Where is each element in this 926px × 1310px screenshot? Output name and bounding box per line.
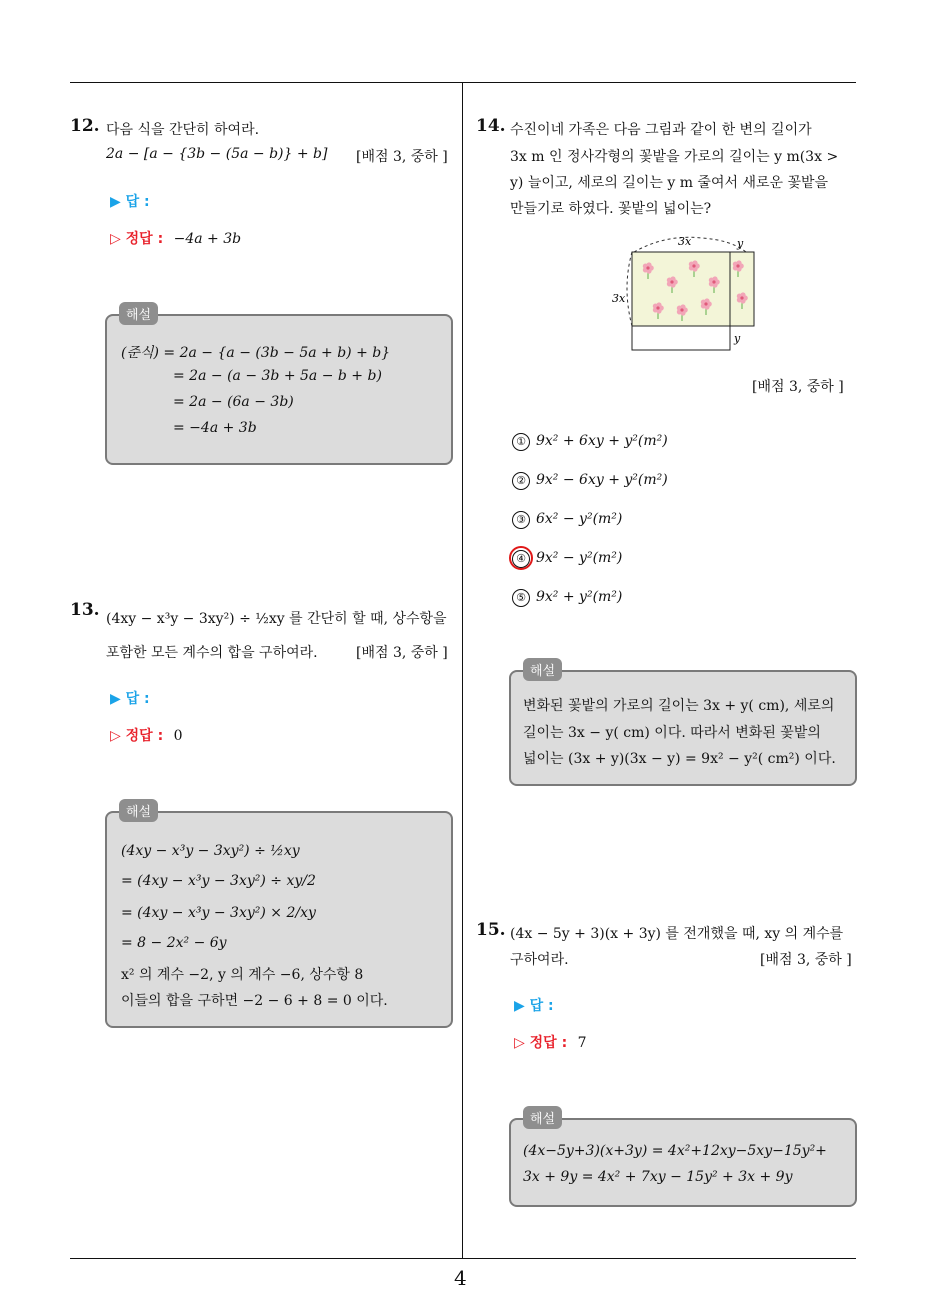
q12-number: 12. xyxy=(70,116,100,136)
q14-garden-figure xyxy=(606,230,768,358)
choice-number: ④ xyxy=(512,550,530,568)
q14-choice-5[interactable] xyxy=(512,589,622,607)
q13-explain-line: x² 의 계수 −2, y 의 계수 −6, 상수항 8 xyxy=(121,967,364,983)
q13-answer-label: ▶ 답 : xyxy=(110,691,150,707)
q13-explain-line: 이들의 합을 구하면 −2 − 6 + 8 = 0 이다. xyxy=(121,993,388,1009)
q13-line1: (4xy − x³y − 3xy²) ÷ ½xy 를 간단히 할 때, 상수항을 xyxy=(106,611,447,627)
q15-score: [배점 3, 중하 ] xyxy=(760,952,852,968)
left-dimension-arc xyxy=(627,252,632,326)
choice-number: ⑤ xyxy=(512,589,530,607)
label-top-y: y xyxy=(737,237,744,250)
choice-text: 9x² − 6xy + y²(m²) xyxy=(536,472,668,488)
q12-correct-label: ▷ 정답 : xyxy=(110,231,164,247)
q12-explain-line: = 2a − (6a − 3b) xyxy=(173,394,294,410)
q14-choice-1[interactable] xyxy=(512,433,668,451)
q12-explain-line: = −4a + 3b xyxy=(173,420,257,436)
q14-line: 만들기로 하였다. 꽃밭의 넓이는? xyxy=(510,201,712,217)
q13-explanation-box xyxy=(105,811,453,1028)
q12-correct-value: −4a + 3b xyxy=(173,231,242,247)
q12-explanation-tag: 해설 xyxy=(119,302,158,325)
q15-explanation-tag: 해설 xyxy=(523,1106,562,1129)
selected-answer-mark xyxy=(509,546,533,570)
q14-explain-line: 길이는 3x − y( cm) 이다. 따라서 변화된 꽃밭의 xyxy=(523,725,821,741)
q14-choice-3[interactable] xyxy=(512,511,622,529)
q12-correct-answer xyxy=(110,228,241,248)
bottom-rule xyxy=(70,1258,856,1259)
choice-text: 9x² − y²(m²) xyxy=(536,550,623,566)
q15-explain-line: (4x−5y+3)(x+3y) = 4x²+12xy−5xy−15y²+ xyxy=(523,1143,827,1159)
q13-number: 13. xyxy=(70,600,100,620)
q14-line: 3x m 인 정사각형의 꽃밭을 가로의 길이는 y m(3x > xyxy=(510,149,839,165)
q12-explain-line: (준식) = 2a − {a − (3b − 5a + b) + b} xyxy=(121,345,391,361)
q14-explain-line: 변화된 꽃밭의 가로의 길이는 3x + y( cm), 세로의 xyxy=(523,698,835,714)
choice-text: 6x² − y²(m²) xyxy=(536,511,623,527)
q15-line1: (4x − 5y + 3)(x + 3y) 를 전개했을 때, xy 의 계수를 xyxy=(510,926,844,942)
choice-text: 9x² + y²(m²) xyxy=(536,589,623,605)
q13-explain-line: = (4xy − x³y − 3xy²) × 2/xy xyxy=(121,905,316,921)
q15-explanation-box xyxy=(509,1118,857,1207)
choice-text: 9x² + 6xy + y²(m²) xyxy=(536,433,668,449)
choice-number: ② xyxy=(512,472,530,490)
q13-correct-label: ▷ 정답 : xyxy=(110,728,164,744)
q13-explain-line: = (4xy − x³y − 3xy²) ÷ xy/2 xyxy=(121,873,316,889)
q12-answer-label: ▶ 답 : xyxy=(110,194,150,210)
q13-explanation-tag: 해설 xyxy=(119,799,158,822)
choice-number: ① xyxy=(512,433,530,451)
label-top-3x: 3x xyxy=(678,235,692,248)
q15-correct-value: 7 xyxy=(577,1035,587,1051)
q13-explain-line: = 8 − 2x² − 6y xyxy=(121,935,227,951)
q15-explain-line: 3x + 9y = 4x² + 7xy − 15y² + 3x + 9y xyxy=(523,1169,793,1185)
top-rule xyxy=(70,82,856,83)
q12-expression: 2a − [a − {3b − (5a − b)} + b] xyxy=(106,146,328,162)
removed-strip xyxy=(632,326,730,350)
label-bottom-y: y xyxy=(734,332,741,345)
q14-explanation-box xyxy=(509,670,857,786)
q15-number: 15. xyxy=(476,920,506,940)
q14-line: y) 늘이고, 세로의 길이는 y m 줄여서 새로운 꽃밭을 xyxy=(510,175,829,191)
q15-line2: 구하여라. xyxy=(510,952,569,968)
label-left-3x: 3x xyxy=(612,292,626,305)
q12-text: 다음 식을 간단히 하여라. xyxy=(106,122,260,138)
q13-correct-value: 0 xyxy=(173,728,183,744)
q13-score: [배점 3, 중하 ] xyxy=(356,645,448,661)
q14-explain-line: 넓이는 (3x + y)(3x − y) = 9x² − y²( cm²) 이다. xyxy=(523,751,836,767)
q15-answer-label: ▶ 답 : xyxy=(514,998,554,1014)
q12-score: [배점 3, 중하 ] xyxy=(356,149,448,165)
q12-explain-line: = 2a − (a − 3b + 5a − b + b) xyxy=(173,368,382,384)
q14-score: [배점 3, 중하 ] xyxy=(752,379,844,395)
page-number: 4 xyxy=(454,1266,467,1290)
q15-correct-answer xyxy=(514,1032,587,1052)
choice-number: ③ xyxy=(512,511,530,529)
column-divider xyxy=(462,82,463,1259)
q14-choice-2[interactable] xyxy=(512,472,668,490)
q14-explanation-tag: 해설 xyxy=(523,658,562,681)
q13-explain-line: (4xy − x³y − 3xy²) ÷ ½xy xyxy=(121,843,300,859)
q14-number: 14. xyxy=(476,116,506,136)
q13-line2: 포함한 모든 계수의 합을 구하여라. xyxy=(106,645,318,661)
q15-correct-label: ▷ 정답 : xyxy=(514,1035,568,1051)
q13-correct-answer xyxy=(110,725,183,745)
q14-line: 수진이네 가족은 다음 그림과 같이 한 변의 길이가 xyxy=(510,122,812,138)
q12-explanation-box xyxy=(105,314,453,465)
